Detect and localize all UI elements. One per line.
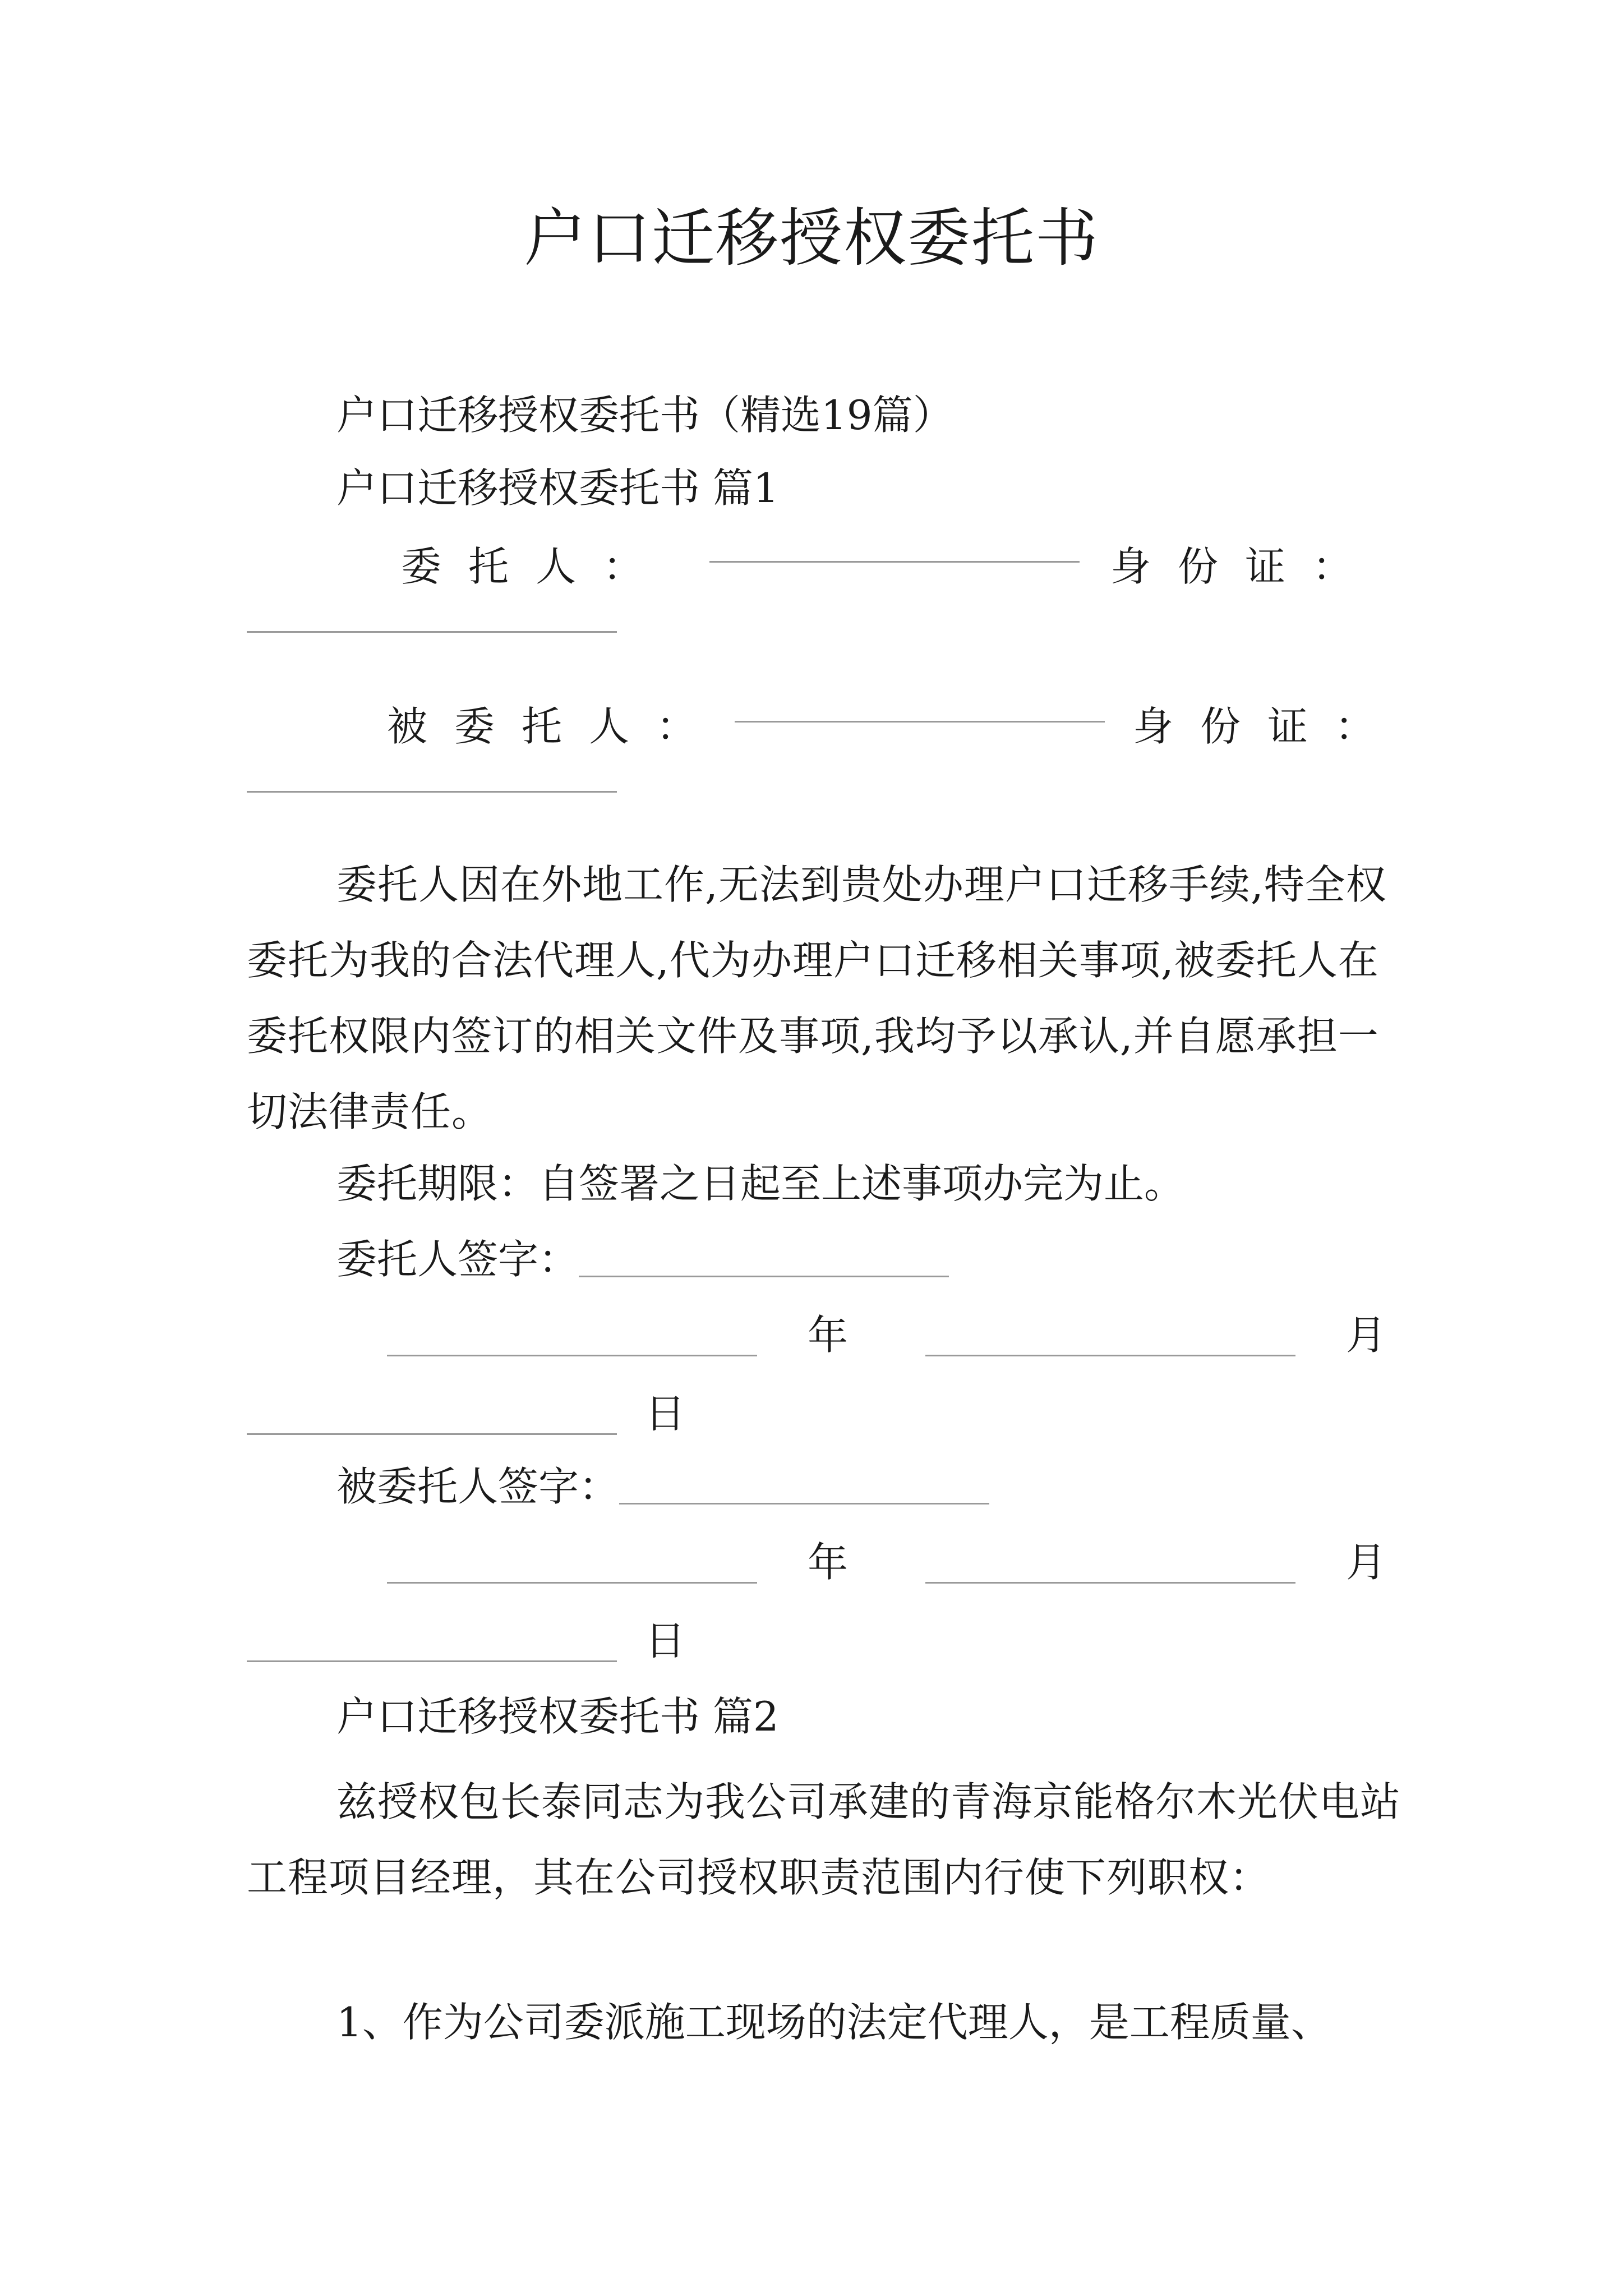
agent-label: 被委托人： xyxy=(387,703,724,750)
date1-year-label: 年 xyxy=(808,1312,849,1359)
date2-year-label: 年 xyxy=(808,1539,849,1586)
date1-year-blank xyxy=(387,1355,757,1356)
date1-day-label: 日 xyxy=(645,1390,686,1437)
agent-sign-label: 被委托人签字： xyxy=(336,1463,620,1510)
date2-year-blank xyxy=(387,1582,757,1584)
principal-id-blank xyxy=(247,631,617,633)
date1-month-blank xyxy=(925,1355,1295,1356)
date2-month-label: 月 xyxy=(1346,1539,1387,1586)
agent-sign-row xyxy=(336,1458,1402,1515)
principal-name-blank xyxy=(709,561,1080,563)
term-text: 委托期限：自签署之日起至上述事项办完为止。 xyxy=(336,1160,1185,1207)
body-paragraph-2: 兹授权包长泰同志为我公司承建的青海京能格尔木光伏电站工程项目经理，其在公司授权职责范围内行使下列职权： xyxy=(247,1778,1401,1901)
date2-day-label: 日 xyxy=(645,1617,686,1664)
principal-sign-label: 委托人签字： xyxy=(336,1236,579,1283)
body-item-1: 1、作为公司委派施工现场的法定代理人，是工程质量、 xyxy=(336,1999,1331,2046)
agent-name-blank xyxy=(735,721,1105,723)
agent-id-label: 身份证： xyxy=(1133,703,1403,750)
date1-month-label: 月 xyxy=(1346,1312,1387,1359)
body-paragraph-1: 委托人因在外地工作,无法到贵处办理户口迁移手续,特全权委托为我的合法代理人,代为办理户口迁移相关事项,被委托人在委托权限内签订的相关文件及事项,我均予以承认,并自愿承担一切法律责任。 xyxy=(247,861,1387,1135)
date1-day-blank xyxy=(247,1433,617,1435)
agent-sign-blank xyxy=(619,1462,989,1504)
section-heading-2: 户口迁移授权委托书 篇2 xyxy=(336,1693,779,1740)
principal-sign-row xyxy=(336,1231,1402,1287)
document-subtitle: 户口迁移授权委托书（精选19篇） xyxy=(336,392,953,439)
principal-label: 委托人： xyxy=(401,543,671,590)
principal-id-label: 身份证： xyxy=(1110,543,1380,590)
date2-day-blank xyxy=(247,1660,617,1662)
section-heading-1: 户口迁移授权委托书 篇1 xyxy=(336,464,779,512)
principal-sign-blank xyxy=(579,1235,949,1277)
date2-month-blank xyxy=(925,1582,1295,1584)
document-title: 户口迁移授权委托书 xyxy=(524,202,1099,275)
agent-id-blank xyxy=(247,791,617,793)
